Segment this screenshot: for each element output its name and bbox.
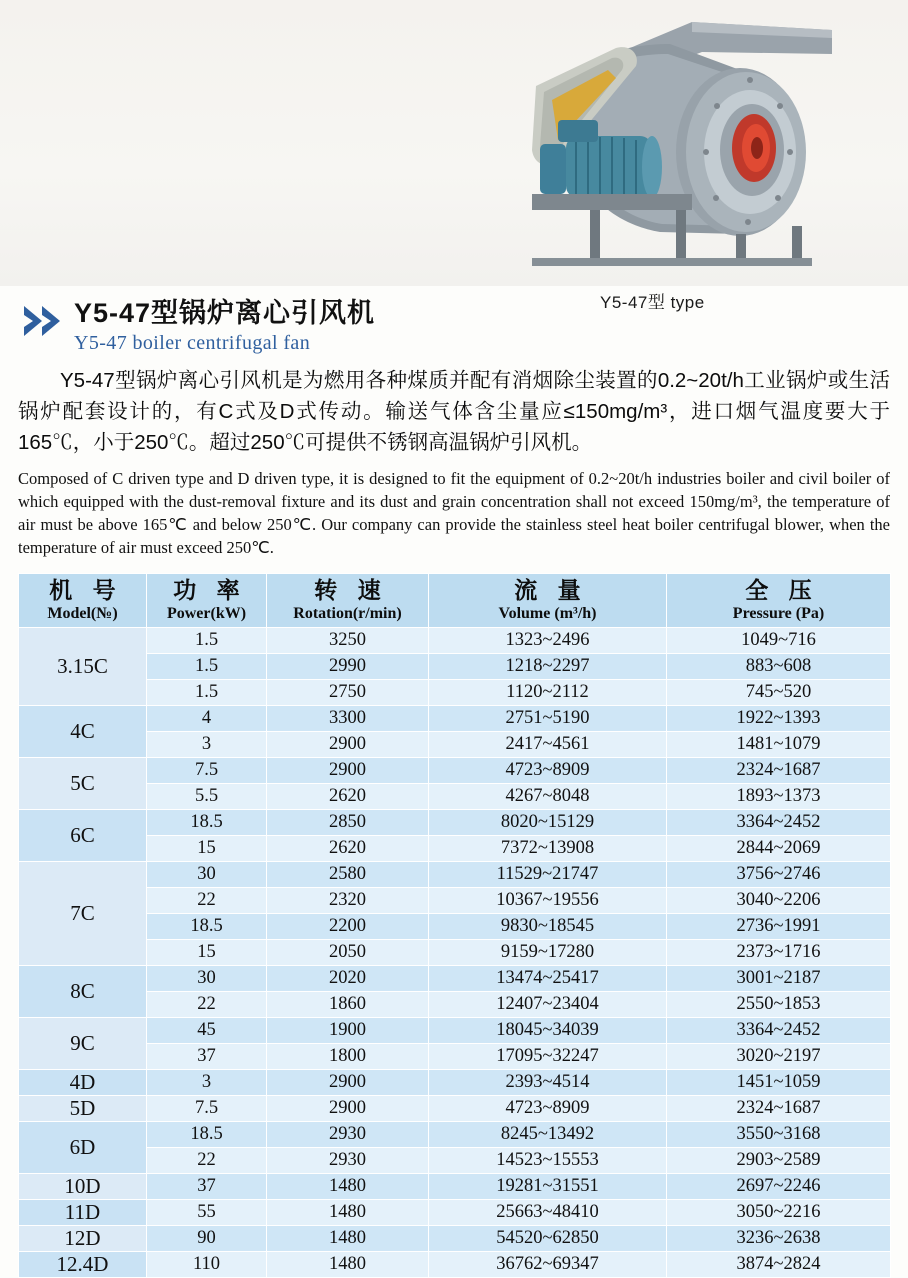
cell-pressure: 3364~2452 <box>667 810 891 836</box>
cell-pressure: 2324~1687 <box>667 758 891 784</box>
cell-power: 22 <box>147 992 267 1018</box>
col-header-model: 机 号 Model(№) <box>19 573 147 627</box>
cell-power: 1.5 <box>147 654 267 680</box>
cell-volume: 4267~8048 <box>429 784 667 810</box>
cell-power: 7.5 <box>147 758 267 784</box>
cell-power: 22 <box>147 888 267 914</box>
table-row <box>19 1070 891 1096</box>
table-row <box>19 680 891 706</box>
col-header-rotation: 转 速 Rotation(r/min) <box>267 573 429 627</box>
table-row <box>19 784 891 810</box>
cell-rotation: 2620 <box>267 784 429 810</box>
cell-pressure: 2550~1853 <box>667 992 891 1018</box>
cell-power: 45 <box>147 1018 267 1044</box>
cell-power: 30 <box>147 966 267 992</box>
cell-power: 90 <box>147 1226 267 1252</box>
cell-volume: 1323~2496 <box>429 628 667 654</box>
cell-rotation: 1480 <box>267 1252 429 1278</box>
cell-volume: 12407~23404 <box>429 992 667 1018</box>
table-row <box>19 706 891 732</box>
cell-model: 11D <box>19 1200 147 1226</box>
cell-volume: 9830~18545 <box>429 914 667 940</box>
cell-power: 1.5 <box>147 628 267 654</box>
cell-pressure: 2373~1716 <box>667 940 891 966</box>
cell-power: 37 <box>147 1174 267 1200</box>
cell-model: 6D <box>19 1122 147 1174</box>
table-row <box>19 914 891 940</box>
cell-volume: 25663~48410 <box>429 1200 667 1226</box>
table-row <box>19 810 891 836</box>
photo-caption: Y5-47型 type <box>600 293 705 312</box>
cell-pressure: 3001~2187 <box>667 966 891 992</box>
cell-pressure: 2697~2246 <box>667 1174 891 1200</box>
table-row <box>19 1018 891 1044</box>
cell-model: 12.4D <box>19 1252 147 1278</box>
table-row <box>19 1148 891 1174</box>
cell-rotation: 2930 <box>267 1122 429 1148</box>
cell-volume: 2417~4561 <box>429 732 667 758</box>
product-photo-area <box>0 0 908 312</box>
cell-power: 110 <box>147 1252 267 1278</box>
cell-pressure: 2736~1991 <box>667 914 891 940</box>
cell-volume: 1218~2297 <box>429 654 667 680</box>
cell-power: 1.5 <box>147 680 267 706</box>
table-row <box>19 836 891 862</box>
table-row <box>19 628 891 654</box>
page-title-cn: Y5-47型锅炉离心引风机 <box>74 298 376 328</box>
cell-pressure: 2324~1687 <box>667 1096 891 1122</box>
table-header-row <box>19 573 891 627</box>
cell-volume: 8245~13492 <box>429 1122 667 1148</box>
cell-volume: 54520~62850 <box>429 1226 667 1252</box>
cell-volume: 4723~8909 <box>429 758 667 784</box>
table-row <box>19 1252 891 1278</box>
cell-power: 4 <box>147 706 267 732</box>
cell-volume: 2393~4514 <box>429 1070 667 1096</box>
table-row <box>19 758 891 784</box>
specification-table <box>18 573 891 1278</box>
cell-rotation: 1480 <box>267 1174 429 1200</box>
cell-model: 12D <box>19 1226 147 1252</box>
cell-power: 3 <box>147 1070 267 1096</box>
cell-rotation: 3250 <box>267 628 429 654</box>
col-header-pressure: 全 压 Pressure (Pa) <box>667 573 891 627</box>
cell-rotation: 2900 <box>267 732 429 758</box>
cell-rotation: 2850 <box>267 810 429 836</box>
cell-volume: 4723~8909 <box>429 1096 667 1122</box>
cell-power: 7.5 <box>147 1096 267 1122</box>
cell-rotation: 1480 <box>267 1226 429 1252</box>
description-cn-text: Y5-47型锅炉离心引风机是为燃用各种煤质并配有消烟除尘装置的0.2~20t/h工业锅炉或生活锅炉配套设计的，有C式及D式传动。输送气体含尘量应≤150mg/m³，进口烟气温度要大于165℃，小于250℃。超过250℃可提供不锈钢高温锅炉引风机。 <box>18 369 890 455</box>
cell-power: 18.5 <box>147 1122 267 1148</box>
table-row <box>19 1200 891 1226</box>
description-cn <box>18 365 890 458</box>
cell-rotation: 2580 <box>267 862 429 888</box>
cell-model: 8C <box>19 966 147 1018</box>
cell-volume: 2751~5190 <box>429 706 667 732</box>
cell-model: 10D <box>19 1174 147 1200</box>
cell-volume: 10367~19556 <box>429 888 667 914</box>
table-row <box>19 966 891 992</box>
cell-pressure: 745~520 <box>667 680 891 706</box>
cell-rotation: 2620 <box>267 836 429 862</box>
spec-table-wrap <box>18 573 890 1278</box>
cell-power: 18.5 <box>147 914 267 940</box>
cell-volume: 11529~21747 <box>429 862 667 888</box>
description-en: Composed of C driven type and D driven type, it is designed to fit the equipment of 0.2~20t/h industries boiler and civil boiler of which equipped with the dust-removal fixture and its dust and grain concentration shall not exceed 150mg/m³, the temperature of air must be above 165℃ and below 250℃. Our company can provide the stainless steel heat boiler centrifugal blower, when the temperature of air must exceed 250℃. <box>18 468 890 557</box>
cell-volume: 14523~15553 <box>429 1148 667 1174</box>
cell-pressure: 3874~2824 <box>667 1252 891 1278</box>
page-title-en: Y5-47 boiler centrifugal fan <box>74 332 311 355</box>
table-row <box>19 940 891 966</box>
cell-pressure: 883~608 <box>667 654 891 680</box>
cell-power: 5.5 <box>147 784 267 810</box>
table-row <box>19 1174 891 1200</box>
cell-rotation: 2930 <box>267 1148 429 1174</box>
table-row <box>19 1122 891 1148</box>
cell-model: 7C <box>19 862 147 966</box>
cell-rotation: 1900 <box>267 1018 429 1044</box>
cell-power: 3 <box>147 732 267 758</box>
cell-rotation: 2050 <box>267 940 429 966</box>
cell-model: 4D <box>19 1070 147 1096</box>
cell-pressure: 1481~1079 <box>667 732 891 758</box>
cell-volume: 7372~13908 <box>429 836 667 862</box>
table-row <box>19 992 891 1018</box>
cell-rotation: 2020 <box>267 966 429 992</box>
cell-pressure: 1893~1373 <box>667 784 891 810</box>
cell-pressure: 2844~2069 <box>667 836 891 862</box>
cell-power: 18.5 <box>147 810 267 836</box>
cell-power: 37 <box>147 1044 267 1070</box>
cell-volume: 13474~25417 <box>429 966 667 992</box>
cell-power: 55 <box>147 1200 267 1226</box>
cell-power: 15 <box>147 836 267 862</box>
cell-model: 5C <box>19 758 147 810</box>
cell-rotation: 2200 <box>267 914 429 940</box>
table-row <box>19 1096 891 1122</box>
cell-rotation: 3300 <box>267 706 429 732</box>
cell-volume: 1120~2112 <box>429 680 667 706</box>
cell-pressure: 3236~2638 <box>667 1226 891 1252</box>
cell-pressure: 1049~716 <box>667 628 891 654</box>
cell-pressure: 3050~2216 <box>667 1200 891 1226</box>
cell-power: 15 <box>147 940 267 966</box>
cell-pressure: 3756~2746 <box>667 862 891 888</box>
cell-model: 4C <box>19 706 147 758</box>
cell-model: 6C <box>19 810 147 862</box>
cell-volume: 19281~31551 <box>429 1174 667 1200</box>
heading-block <box>22 298 908 355</box>
cell-volume: 36762~69347 <box>429 1252 667 1278</box>
cell-rotation: 1480 <box>267 1200 429 1226</box>
table-row <box>19 1044 891 1070</box>
cell-pressure: 1922~1393 <box>667 706 891 732</box>
cell-volume: 8020~15129 <box>429 810 667 836</box>
cell-rotation: 2900 <box>267 758 429 784</box>
table-row <box>19 732 891 758</box>
cell-rotation: 1860 <box>267 992 429 1018</box>
cell-pressure: 2903~2589 <box>667 1148 891 1174</box>
cell-rotation: 2900 <box>267 1070 429 1096</box>
cell-pressure: 3020~2197 <box>667 1044 891 1070</box>
cell-volume: 17095~32247 <box>429 1044 667 1070</box>
table-row <box>19 862 891 888</box>
cell-model: 9C <box>19 1018 147 1070</box>
cell-volume: 9159~17280 <box>429 940 667 966</box>
col-header-power: 功 率 Power(kW) <box>147 573 267 627</box>
cell-rotation: 2990 <box>267 654 429 680</box>
cell-pressure: 3550~3168 <box>667 1122 891 1148</box>
cell-power: 30 <box>147 862 267 888</box>
cell-model: 3.15C <box>19 628 147 706</box>
col-header-volume: 流 量 Volume (m³/h) <box>429 573 667 627</box>
cell-pressure: 3040~2206 <box>667 888 891 914</box>
cell-power: 22 <box>147 1148 267 1174</box>
cell-rotation: 1800 <box>267 1044 429 1070</box>
table-row <box>19 1226 891 1252</box>
cell-pressure: 1451~1059 <box>667 1070 891 1096</box>
centrifugal-fan-photo <box>440 8 860 270</box>
cell-pressure: 3364~2452 <box>667 1018 891 1044</box>
cell-rotation: 2750 <box>267 680 429 706</box>
table-row <box>19 654 891 680</box>
cell-rotation: 2900 <box>267 1096 429 1122</box>
cell-rotation: 2320 <box>267 888 429 914</box>
double-chevron-icon <box>22 304 68 338</box>
cell-volume: 18045~34039 <box>429 1018 667 1044</box>
table-row <box>19 888 891 914</box>
cell-model: 5D <box>19 1096 147 1122</box>
